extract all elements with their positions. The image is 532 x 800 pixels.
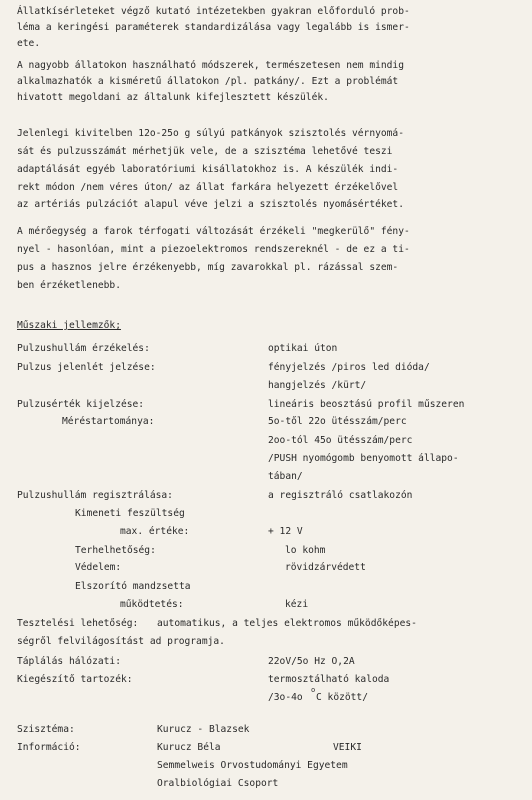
para3-line-2: nyel - hasonlóan, mint a piezoelektromos rendszereknél - de ez a ti- — [17, 244, 410, 255]
intro-line-6: hivatott megoldani az általunk kifejlesztett készülék. — [17, 92, 329, 103]
spec-label-measuring-range: Méréstartománya: — [62, 416, 155, 427]
spec-label-power: Táplálás hálózati: — [17, 656, 121, 667]
spec-value-measuring-range-2: 2oo-tól 45o ütésszám/perc — [268, 435, 413, 446]
spec-label-pulse-presence: Pulzus jelenlét jelzése: — [17, 362, 156, 373]
para2-line-4: rekt módon /nem véres úton/ az állat farkára helyezett érzékelővel — [17, 182, 399, 193]
footer-info-org: VEIKI — [333, 742, 362, 753]
spec-value-test-2: ségről felvilágosítást ad programja. — [17, 636, 225, 647]
spec-label-protection: Védelem: — [75, 562, 122, 573]
spec-value-measuring-range-4: tában/ — [268, 471, 303, 482]
spec-value-output-voltage: + 12 V — [268, 526, 303, 537]
degree-symbol: o — [311, 686, 316, 694]
intro-line-2: léma a keringési paraméterek standardizálása vagy legalább is ismer- — [17, 22, 410, 33]
para2-line-5: az artériás pulzációt alapul véve jelzi a szisztolés nyomásértéket. — [17, 199, 404, 210]
spec-label-load: Terhelhetőség: — [75, 545, 156, 556]
spec-value-pulse-presence-1: fényjelzés /piros led dióda/ — [268, 362, 430, 373]
spec-value-accessory-1: termosztálható kaloda — [268, 674, 390, 685]
spec-label-cuff-1: Elszorító mandzsetta — [75, 581, 191, 592]
specs-heading: Műszaki jellemzők; — [17, 320, 121, 331]
intro-line-4: A nagyobb állatokon használható módszerek, természetesen nem mindig — [17, 60, 404, 71]
para2-line-1: Jelenlegi kivitelben 12o-25o g súlyú patkányok szisztolés vérnyomá- — [17, 128, 404, 139]
spec-label-pulse-value-display: Pulzusérték kijelzése: — [17, 399, 145, 410]
spec-value-pulse-value-display: lineáris beosztású profil műszeren — [268, 399, 465, 410]
intro-line-5: alkalmazhatók a kisméretű állatokon /pl. patkány/. Ezt a problémát — [17, 76, 399, 87]
spec-label-output-voltage-2: max. értéke: — [120, 526, 190, 537]
spec-value-accessory-2: /3o-4o — [268, 692, 303, 703]
spec-label-test: Tesztelési lehetőség: — [17, 618, 139, 629]
footer-info-name: Kurucz Béla — [157, 742, 221, 753]
spec-label-accessory: Kiegészítő tartozék: — [17, 674, 133, 685]
para2-line-2: sát és pulzusszámát mérhetjük vele, de a szisztéma lehetővé teszi — [17, 146, 393, 157]
footer-info-line-3: Oralbiológiai Csoport — [157, 778, 279, 789]
spec-value-protection: rövidzárvédett — [285, 562, 366, 573]
footer-system-label: Szisztéma: — [17, 724, 75, 735]
para2-line-3: adaptálását egyéb laboratóriumi kisállatokhoz is. A készülék indi- — [17, 164, 399, 175]
para3-line-3: pus a hasznos jelre érzékenyebb, míg zavarokkal pl. rázással szem- — [17, 262, 399, 273]
para3-line-1: A mérőegység a farok térfogati változását érzékeli "megkerülő" fény- — [17, 226, 410, 237]
intro-line-1: Állatkísérleteket végző kutató intézetekben gyakran előforduló prob- — [17, 6, 410, 17]
spec-label-cuff-2: működtetés: — [120, 599, 184, 610]
spec-label-pulse-wave-detection: Pulzushullám érzékelés: — [17, 343, 150, 354]
footer-info-label: Információ: — [17, 742, 81, 753]
spec-label-pulse-wave-recording: Pulzushullám regisztrálása: — [17, 490, 173, 501]
spec-value-load: lo kohm — [285, 545, 326, 556]
spec-value-pulse-wave-detection: optikai úton — [268, 343, 338, 354]
spec-value-power: 22oV/5o Hz O,2A — [268, 656, 355, 667]
spec-value-measuring-range-1: 5o-től 22o ütésszám/perc — [268, 416, 407, 427]
spec-label-output-voltage-1: Kimeneti feszültség — [75, 508, 185, 519]
spec-value-pulse-wave-recording: a regisztráló csatlakozón — [268, 490, 413, 501]
spec-value-test-1: automatikus, a teljes elektromos működőképes- — [157, 618, 417, 629]
spec-value-cuff: kézi — [285, 599, 309, 610]
para3-line-4: ben érzéketlenebb. — [17, 280, 121, 291]
footer-system-value: Kurucz - Blazsek — [157, 724, 250, 735]
spec-value-pulse-presence-2: hangjelzés /kürt/ — [268, 380, 367, 391]
footer-info-line-2: Semmelweis Orvostudományi Egyetem — [157, 760, 348, 771]
intro-line-3: ete. — [17, 38, 41, 49]
spec-value-measuring-range-3: /PUSH nyomógomb benyomott állapo- — [268, 453, 459, 464]
spec-value-accessory-3: C között/ — [316, 692, 368, 703]
